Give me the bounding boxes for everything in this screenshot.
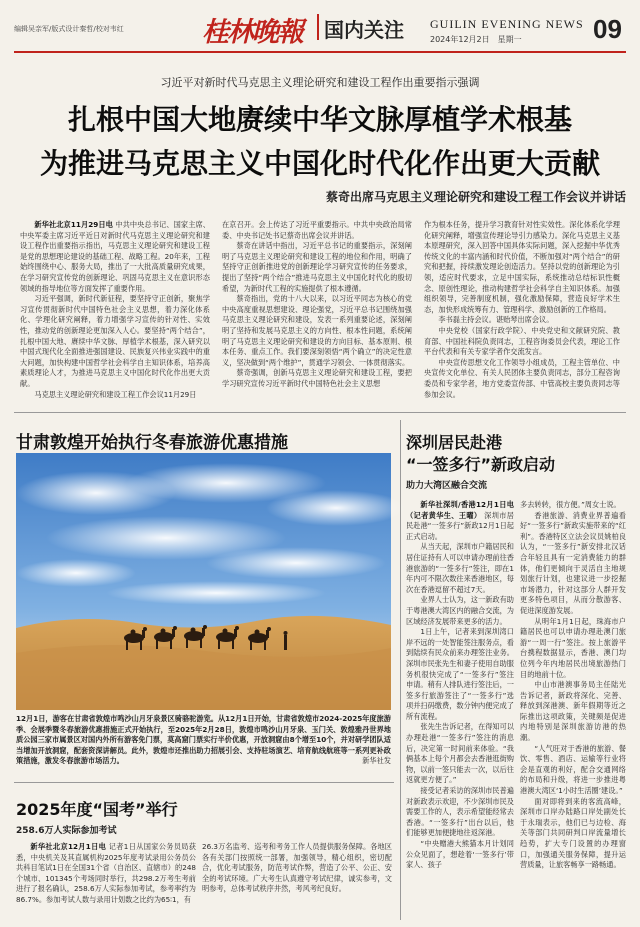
masthead-logo: 桂林晚報: [202, 17, 302, 48]
gansu-title: 甘肃敦煌开始执行冬春旅游优惠措施: [16, 433, 288, 453]
english-title: GUILIN EVENING NEWS: [430, 17, 584, 31]
shenzhen-column-1: [406, 500, 514, 920]
lead-kicker: 习近平对新时代马克思主义理论研究和建设工程作出重要指示强调: [160, 76, 480, 89]
shenzhen-dateline: 新华社深圳/香港12月1日电（记者黄华生、王曜）: [406, 500, 514, 520]
shenzhen-paragraph: 多去转转，很方便。”周女士说。: [520, 500, 621, 509]
lead-dateline: 新华社北京11月29日电: [34, 220, 113, 229]
section-title: 国内关注: [324, 18, 404, 42]
camel-caravan-photo: [16, 453, 391, 710]
photo-caption: [16, 714, 391, 772]
caption-text: 12月1日，游客在甘肃省敦煌市鸣沙山月牙泉景区骑骆驼游览。从12月1日开始，甘肃省敦煌市2024-2025年度旅游季、会展季暨冬春旅游优惠措施正式开始执行，至2025年2月28日，敦煌市鸣沙山月牙泉、玉门关、敦煌雅丹世界地质公园三家市属景区对国内外所有游客免门票，莫高窟门票实行半价优惠，开放洞窟由8个增至10个，并对研学团队适当增加开放洞窟，配套资深讲解员。此外，敦煌市还推出助力招展引会、支持驻场演艺、培育航线航班等一系列更补政策措施，激发冬春旅游市场活力。: [16, 714, 391, 765]
shenzhen-title-line1: 深圳居民赴港: [406, 433, 503, 452]
shenzhen-paragraph: “人气旺对于香港的旅游、餐饮、零售、酒店、运输等行业将会是直观的利好，配合交通网络的布局和升级，将进一步推进粤港澳大湾区‘1小时生活圈’建设。”: [520, 743, 626, 796]
lead-paragraph: 中共中央总书记、国家主席、中央军委主席习近平近日对新时代马克思主义理论研究和建设工程作出重要指示指出，马克思主义理论研究和建设工程是党的思想理论建设的基础工程、战略工程。20年来，工程始终围绕中心、服务大局，推出了一大批高质量研究成果，在学习研究宣传党的创新理论、巩固马克思主义在意识形态领域的指导地位等方面发挥了重要作用。: [20, 220, 210, 293]
desert-photo-illustration: [16, 453, 391, 710]
shenzhen-paragraph: 中山市港澳事务局主任陆光告诉记者，新政将深化、完善、释放到深港澳、新年假期等近之际推出这项政策，关键频是促进内地特别是深圳旅游访港的热潮。: [520, 680, 626, 743]
lead-paragraph: 在京召开。会上传达了习近平重要指示。中共中央政治局常委、中央书记处书记蔡奇出席会议并讲话。: [222, 220, 412, 240]
lead-paragraph: 习近平强调，新时代新征程，要坚持守正创新，聚焦学习宣传贯彻新时代中国特色社会主义思想，着力深化体系化、学理化研究阐释，着力增强学习宣传的针对性、实效性，推动党的创新理论更加深入人心。要坚持“两个结合”，扎根中国大地、赓续中华文脉、厚植学术根基，深入研究以中国式现代化全面推进强国建设、民族复兴伟业实践中的重大问题，加快构建中国哲学社会科学自主知识体系，培养高素质理论人才，为推进马克思主义中国化时代化作出更大贡献。: [20, 294, 210, 388]
shenzhen-paragraph: “中央赠港大熊猫本月计划同公众见面了，想趁着‘一签多行’带家人、孩子: [406, 839, 514, 870]
photo-credit: 新华社发: [362, 756, 391, 765]
shenzhen-paragraph: 张先生告诉记者，在得知可以办理赴港“一签多行”签注的消息后，决定第一时间前来体验。“我俩基本上每个月都会去香港逛街购物，以前一签只能去一次，以后往返就更方便了。”: [406, 722, 514, 785]
kaoyan-column-2: [202, 842, 392, 922]
section-divider: [14, 412, 626, 413]
shenzhen-paragraph: 深圳市居民赴港“一签多行”新政12月1日起正式启动。: [406, 510, 514, 541]
shenzhen-paragraph: 接受记者采访的深圳市民普遍对新政表示欢迎，不少深圳市民及需要工作的人，表示希望能经常去香港。“一签多行”出台以后，他们能够更加便捷地往返深港。: [406, 786, 514, 838]
editors-credit: 编辑吴亲军/版式设计秦哲/校对韦红: [14, 25, 124, 33]
kaoyan-dateline: 新华社北京12月1日电: [30, 842, 107, 851]
lead-column-3: [424, 220, 620, 399]
kaoyan-paragraph: 记者1日从国家公务员局获悉，中央机关及其直属机构2025年度考试录用公务员公共科目笔试1日在全国31个省（自治区、直辖市）的248个城市、101345个考场同时举行，共298.2万考生考前进行了报名确认，258.6万人实际参加考试，参考率约为86.7%。参加考试人数与录用计划数之比约为65∶1，有: [16, 842, 196, 904]
shenzhen-paragraph: 面对即将到来的客流高峰，深圳市口岸办陆路口岸处副处长于永瑞表示，他们已与边检、海关等部门共同研判口岸流量增长趋势，扩大专门设置的办理窗口，加强通关服务保障，提升运营质量，让旅客畅享一路畅通。: [520, 796, 626, 870]
lead-paragraph: 中央党校（国家行政学院）、中央党史和文献研究院、教育部、中国社科院负责同志，工程咨询委员会代表，理论工作平台代表和有关专家学者作交流发言。: [424, 325, 620, 357]
shenzhen-paragraph: 从明年1月1日起，珠海市户籍居民也可以申请办理赴澳门旅游“一周一行”签注。按上旅游平台携程数据显示，香港、澳门均位列今年内地居民出境旅游热门目的地前十位。: [520, 616, 626, 679]
lead-column-2: [222, 220, 412, 388]
kaoyan-subtitle: 258.6万人实际参加考试: [16, 826, 117, 836]
lead-paragraph: 蔡奇强调，创新马克思主义理论研究和建设工程，要把学习研究宣传习近平新时代中国特色社会主义思想: [222, 368, 412, 388]
column-divider: [400, 420, 401, 920]
lead-paragraph: 中央宣传思想文化工作领导小组成员，工程主管单位、中央宣传文化单位、有关人民团体主要负责同志，部分工程咨询委员和专家学者，地方党委宣传部、中管高校主要负责同志等参加会议。: [424, 357, 620, 399]
shenzhen-paragraph: 1日上午，记者来到深圳湾口岸不远的一处智能签注服务点，看到陆续有民众前来办理签注业务。深圳市民张先生和妻子使用自助服务机很快完成了“一签多行”签注申请。稍有人排队进行签注后，一签多行旅游签注了“一签多行”选项并扫码缴费，数分钟内便完成了所有流程。: [406, 627, 514, 721]
lead-headline-line1: 扎根中国大地赓续中华文脉厚植学术根基: [67, 103, 572, 136]
lead-paragraph: 蔡奇指出，党的十八大以来，以习近平同志为核心的党中央高度重视思想建设、理论强党，习近平总书记围绕加强马克思主义理论研究和建设，发表一系列重要论述，深刻阐明了坚持和发展马克思主义的方向性、根本性问题，系统阐明了马克思主义理论研究和建设的方向目标、基本原则、根本任务、重点工作。我们要深刻领悟“两个确立”的决定性意义，坚决做到“两个维护”，贯通学习领会、一体贯彻落实。: [222, 294, 412, 367]
shenzhen-column-2: [520, 500, 626, 920]
masthead-divider: [317, 14, 319, 40]
lead-paragraph: 作为根本任务，提升学习教育针对性实效性。深化体系化学理化研究阐释，增强宣传理论导引力感染力。深化马克思主义基本原理研究，深入回答中国具体实际问题，深入挖掘中华优秀传统文化的丰富内涵和时代价值，不断加强对“两个结合”的研究和把握，持续激发理论创造活力。坚持以党的创新理论为引领，适应时代要求，立足中国实际，系统推动总结标识性概念、原创性理论，推动构建哲学社会科学自主知识体系。加强组织领导，完善制度机制，强化激励保障，营造良好学术生态，加快形成统筹有力、管理科学、激励创新的工作格局。: [424, 220, 620, 314]
shenzhen-paragraph: 从当天起，深圳市户籍居民和居住证持有人可以申请办理前往香港旅游的“一签多行”签注，即在1年内可不限次数往来香港地区，每次在香港逗留不超过7天。: [406, 542, 514, 594]
page-number: 09: [593, 14, 622, 44]
issue-date: 2024年12月2日 星期一: [430, 35, 522, 44]
shenzhen-paragraph: 业界人士认为，这一新政有助于粤港澳大湾区内的融合交流，为区域经济发展带来更多的活力。: [406, 595, 514, 626]
kaoyan-title: 2025年度“国考”举行: [16, 800, 178, 819]
kaoyan-column-1: [16, 842, 196, 922]
lead-paragraph: 蔡奇在讲话中指出，习近平总书记的重要指示，深刻阐明了马克思主义理论研究和建设工程的地位和作用，明确了坚持守正创新推进党的创新理论学习研究宣传的任务要求，提出了坚持“两个结合”推进马克思主义中国化时代化的殷切希望，为新时代工程的实施提供了根本遵循。: [222, 241, 412, 293]
lead-paragraph: 李书磊主持会议。谌贻琴出席会议。: [438, 315, 554, 325]
shenzhen-paragraph: 香港旅游、消费业界普遍看好“一签多行”新政实施带来的“红利”。香港特区立法会议员姚柏良认为，“一签多行”新安排北汉话合年轻且具有一定消费能力的群体，他们更倾向于灵活自主地规划旅行计划，也建议进一步挖掘市场潜力，针对这部分人群开发更多特色项目，从而分散游客、促进深度游发展。: [520, 510, 626, 615]
lead-paragraph: 马克思主义理论研究和建设工程工作会议11月29日: [34, 389, 197, 399]
kaoyan-paragraph: 26.3万名监考、巡考和考务工作人员提供服务保障。各地区各有关部门按照统一部署，加强领导，精心组织，密切配合，优化考试服务，防范考试作弊，营造了公平、公正、安全的考试环境。广大考生认真遵守考试纪律，诚实参考，文明参考，总体考试秩序井然，考风考纪良好。: [202, 842, 392, 894]
shenzhen-title-line2: “一签多行”新政启动: [406, 455, 556, 474]
section-divider: [14, 782, 394, 783]
header-rule: [14, 51, 626, 53]
lead-headline-line2: 为推进马克思主义中国化时代化作出更大贡献: [39, 147, 600, 180]
lead-column-1: [20, 220, 210, 399]
lead-subhead: 蔡奇出席马克思主义理论研究和建设工程工作会议并讲话: [325, 190, 626, 204]
shenzhen-subtitle: 助力大湾区融合交流: [406, 481, 488, 491]
